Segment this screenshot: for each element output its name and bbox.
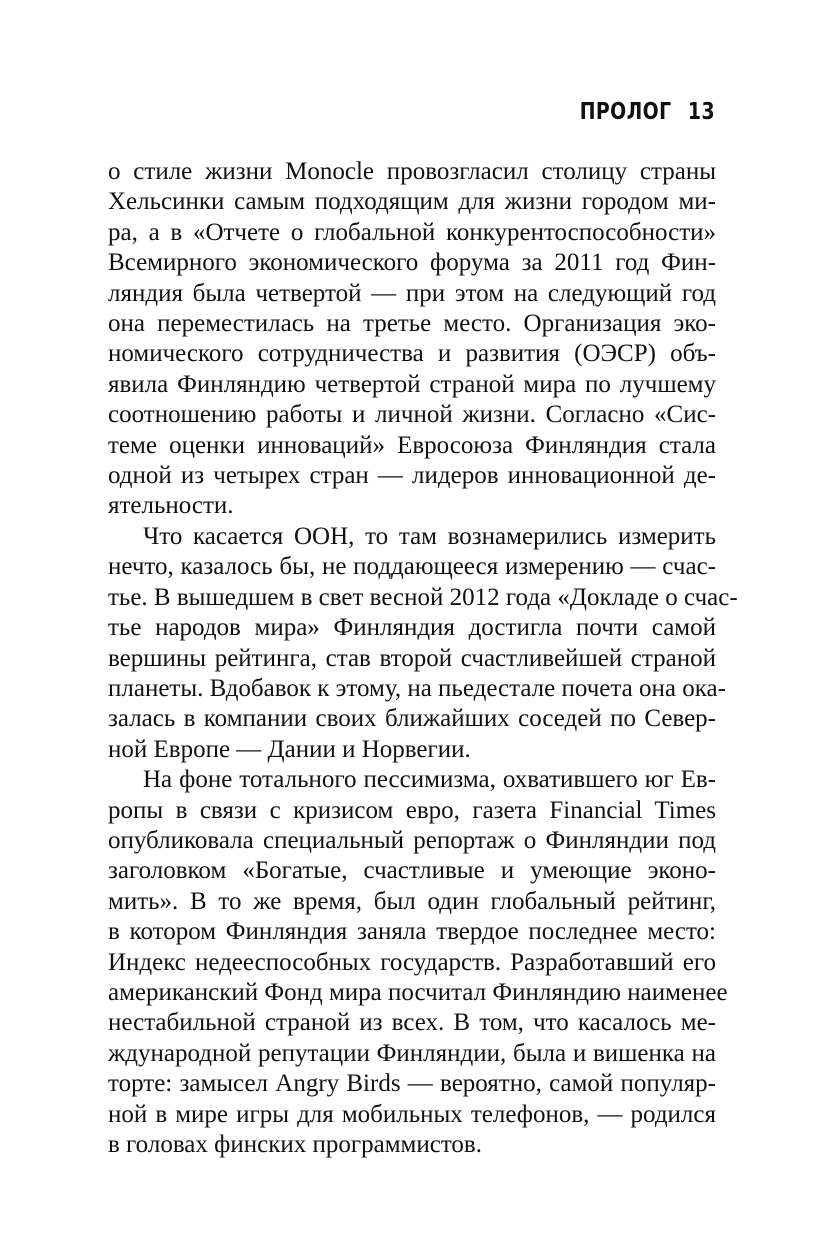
text-line: ропы в связи с кризисом евро, газета Financial Times — [108, 796, 716, 824]
text-line: Хельсинки самым подходящим для жизни городом ми- — [108, 188, 716, 216]
paragraph — [108, 522, 738, 765]
text-line: ной в мире игры для мобильных телефонов, — родился — [108, 1100, 716, 1128]
text-line: теме оценки инноваций» Евросоюза Финляндия стала — [108, 431, 716, 459]
text-line: о стиле жизни Monocle провозгласил столицу страны — [108, 158, 716, 185]
text-line: нестабильной страной из всех. В том, что касалось ме- — [108, 1009, 716, 1037]
running-head — [580, 99, 715, 125]
text-line: заголовком «Богатые, счастливые и умеющие эконо- — [108, 857, 716, 885]
section-title: ПРОЛОГ — [579, 99, 672, 125]
text-line: одной из четырех стран — лидеров инновационной де- — [108, 462, 716, 490]
text-line: мить». В то же время, был один глобальный рейтинг, — [108, 887, 716, 915]
text-line: ра, а в «Отчете о глобальной конкурентоспособности» — [108, 218, 716, 246]
text-line: номического сотрудничества и развития (ОЭСР) объ- — [108, 340, 716, 368]
text-line: вершины рейтинга, став второй счастливейшей страной — [108, 644, 716, 672]
text-line: в головах финских программистов. — [108, 1131, 482, 1158]
text-line: американский Фонд мира посчитал Финляндию наименее — [108, 978, 728, 1006]
paragraph — [108, 157, 716, 522]
text-line: торте: замысел Angry Birds — вероятно, самой популяр- — [108, 1070, 716, 1098]
body-text — [108, 157, 738, 1160]
text-line: опубликовала специальный репортаж о Финляндии под — [108, 826, 716, 854]
text-line: тье. В вышедшем в свет весной 2012 года «Докладе о счас- — [108, 583, 738, 611]
text-line: ждународной репутации Финляндии, была и вишенка на — [108, 1039, 716, 1067]
text-line: ляндия была четвертой — при этом на следующий год — [108, 279, 716, 307]
text-line: нечто, казалось бы, не поддающееся измерению — счас- — [108, 553, 716, 581]
text-line: На фоне тотального пессимизма, охватившего юг Ев- — [143, 766, 716, 794]
text-line: планеты. Вдобавок к этому, на пьедестале почета она ока- — [108, 674, 726, 702]
page-number: 13 — [687, 99, 715, 125]
text-line: в котором Финляндия заняла твердое последнее место: — [108, 918, 716, 946]
text-line: она переместилась на третье место. Организация эко- — [108, 310, 716, 338]
text-line: соотношению работы и личной жизни. Согласно «Сис- — [108, 401, 716, 429]
text-line: явила Финляндию четвертой страной мира по лучшему — [108, 370, 716, 398]
text-line: залась в компании своих ближайших соседей по Север- — [108, 705, 716, 733]
text-line: Всемирного экономического форума за 2011 год Фин- — [108, 249, 716, 277]
text-line: Что касается ООН, то там вознамерились измерить — [143, 522, 716, 550]
text-line: ной Европе — Дании и Норвегии. — [108, 735, 471, 763]
text-line: тье народов мира» Финляндия достигла почти самой — [108, 614, 716, 642]
text-line: ятельности. — [108, 492, 234, 520]
text-line: Индекс недееспособных государств. Разработавший его — [108, 948, 716, 976]
paragraph — [108, 765, 728, 1160]
